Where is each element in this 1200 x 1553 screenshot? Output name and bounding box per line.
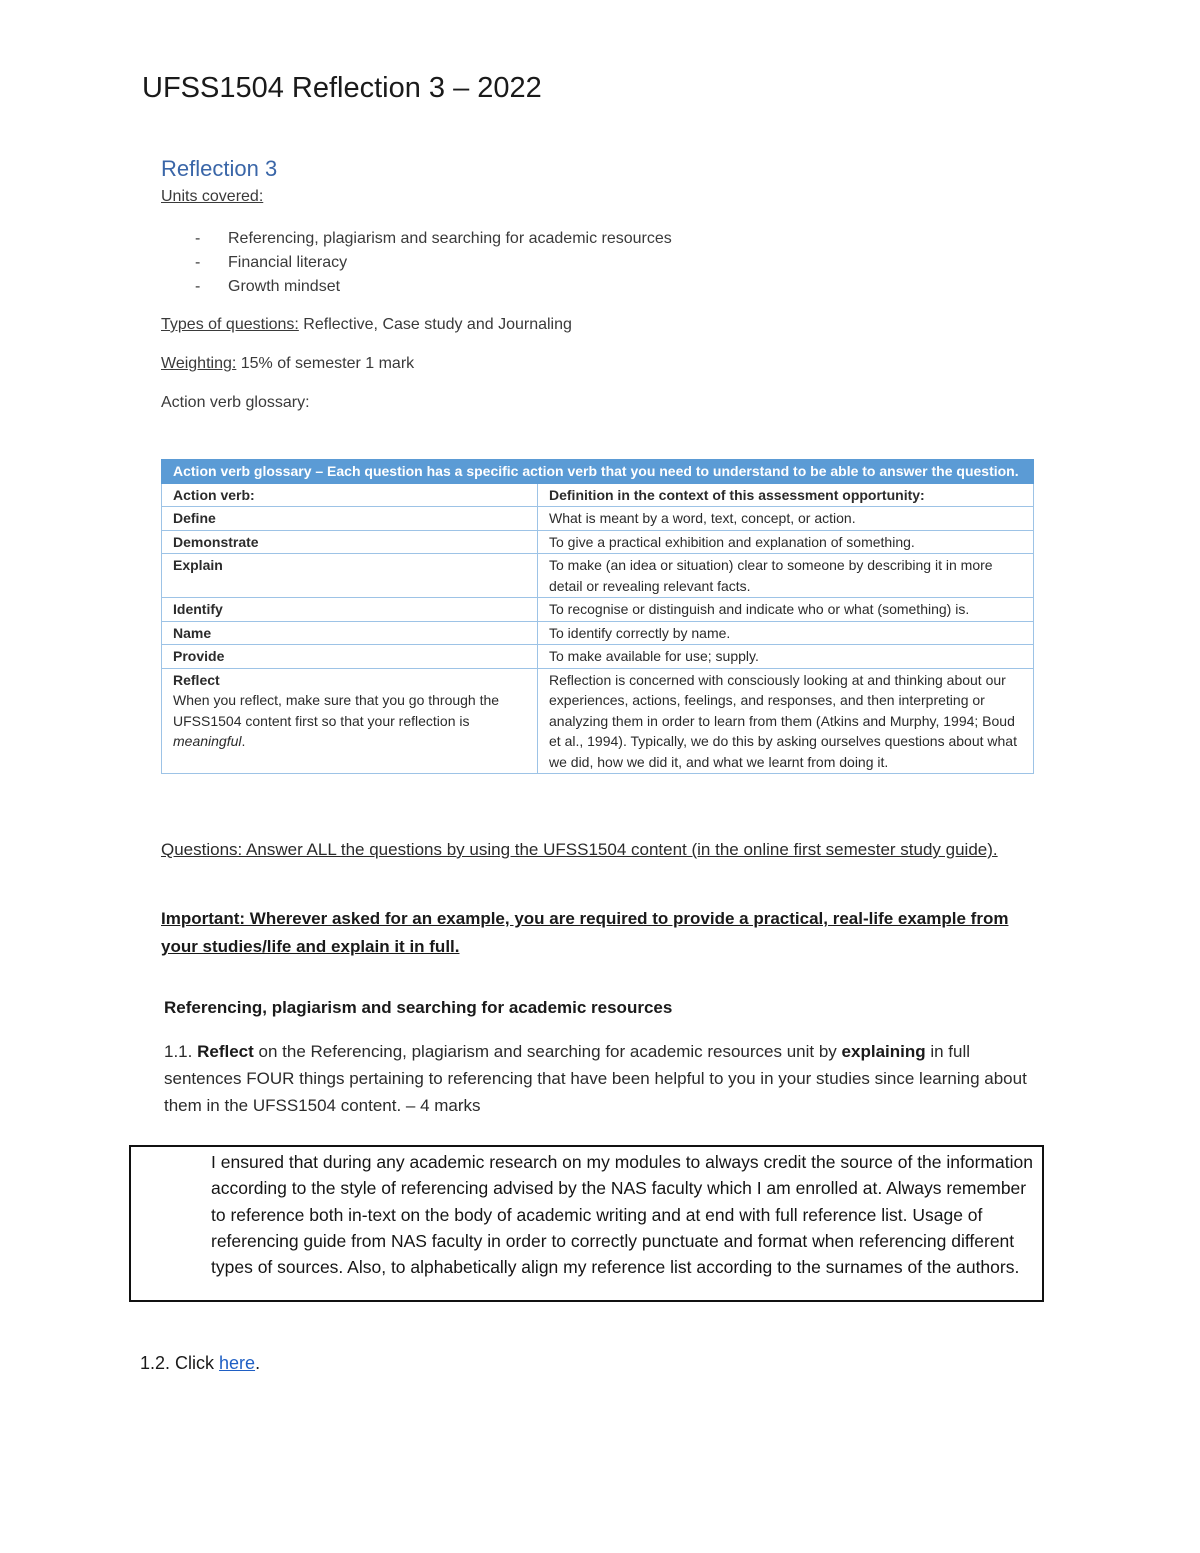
table-row bbox=[162, 621, 1034, 645]
reflect-note bbox=[173, 692, 499, 749]
unit-item: - Referencing, plagiarism and searching for academic resources bbox=[195, 228, 672, 252]
question-1-2-suffix: . bbox=[255, 1353, 261, 1373]
definition-cell: To make (an idea or situation) clear to someone by describing it in more detail or revealing relevant facts. bbox=[538, 554, 1034, 598]
reflect-verb: Reflect bbox=[173, 671, 220, 688]
units-list bbox=[195, 228, 672, 300]
question-verb: Reflect bbox=[197, 1042, 254, 1061]
column-header-definition: Definition in the context of this assessment opportunity: bbox=[538, 483, 1034, 507]
section-heading: Reflection 3 bbox=[161, 156, 278, 181]
verb-cell: Identify bbox=[162, 598, 538, 622]
verb-cell: Name bbox=[162, 621, 538, 645]
definition-cell-reflect: Reflection is concerned with consciously looking at and thinking about our experiences, actions, feelings, and responses, and then interpreting or analyzing them in order to learn from them (Atkins and Murphy, 1994; Boud et al., 1994). Typically, we do this by asking ourselves questions about what we did, how we did it, and what we learnt from doing it. bbox=[538, 668, 1034, 774]
verb-cell: Explain bbox=[162, 554, 538, 598]
action-verb-glossary-table bbox=[161, 459, 1034, 774]
unit-item: - Growth mindset bbox=[195, 276, 672, 300]
reflect-note-end: . bbox=[241, 733, 246, 749]
definition-cell: To identify correctly by name. bbox=[538, 621, 1034, 645]
glossary-label: Action verb glossary: bbox=[161, 394, 310, 411]
verb-cell-reflect bbox=[162, 668, 538, 774]
table-row bbox=[162, 598, 1034, 622]
question-1-2-prefix: 1.2. Click bbox=[140, 1353, 220, 1373]
subsection-heading: Referencing, plagiarism and searching for academic resources bbox=[164, 998, 673, 1017]
document-title: UFSS1504 Reflection 3 – 2022 bbox=[142, 72, 542, 104]
question-1-1 bbox=[164, 1038, 1034, 1119]
definition-cell: To give a practical exhibition and explanation of something. bbox=[538, 530, 1034, 554]
table-header-row bbox=[162, 460, 1034, 484]
question-types-line bbox=[161, 316, 572, 334]
table-row bbox=[162, 530, 1034, 554]
table-row bbox=[162, 507, 1034, 531]
table-column-header-row bbox=[162, 483, 1034, 507]
question-text-part1: on the Referencing, plagiarism and searching for academic resources unit by bbox=[253, 1042, 842, 1061]
weighting-value: 15% of semester 1 mark bbox=[236, 355, 415, 372]
reflect-note-emphasis: meaningful bbox=[173, 733, 242, 749]
question-1-2 bbox=[140, 1353, 260, 1374]
question-text-part2: in full sentences FOUR things pertaining to referencing that have been helpful to you in your studies since learning about them in the UFSS1504 content. – 4 marks bbox=[164, 1042, 1027, 1115]
weighting-line bbox=[161, 355, 414, 373]
units-covered-label: Units covered: bbox=[161, 188, 264, 205]
question-verb-2: explaining bbox=[841, 1042, 926, 1061]
table-row bbox=[162, 554, 1034, 598]
weighting-label: Weighting: bbox=[161, 355, 237, 372]
column-header-verb: Action verb: bbox=[162, 483, 538, 507]
important-note: Important: Wherever asked for an example, you are required to provide a practical, real-life example from your studies/life and explain it in full. bbox=[161, 909, 1009, 956]
definition-cell: What is meant by a word, text, concept, or action. bbox=[538, 507, 1034, 531]
table-row bbox=[162, 645, 1034, 669]
answer-text: I ensured that during any academic research on my modules to always credit the source of the information according to the style of referencing advised by the NAS faculty which I am enrolled at. Always remember to reference both in-text on the body of academic writing and at end with full reference list. Usage of referencing guide from NAS faculty in order to correctly punctuate and format when referencing different types of sources. Also, to alphabetically align my reference list according to the surnames of the authors. bbox=[211, 1152, 1033, 1278]
table-row-reflect bbox=[162, 668, 1034, 774]
table-header-cell: Action verb glossary – Each question has a specific action verb that you need to understand to be able to answer the question. bbox=[162, 460, 1034, 484]
question-types-value: Reflective, Case study and Journaling bbox=[298, 316, 572, 333]
here-link[interactable]: here bbox=[219, 1353, 256, 1373]
definition-cell: To recognise or distinguish and indicate who or what (something) is. bbox=[538, 598, 1034, 622]
definition-cell: To make available for use; supply. bbox=[538, 645, 1034, 669]
verb-cell: Provide bbox=[162, 645, 538, 669]
verb-cell: Define bbox=[162, 507, 538, 531]
question-number: 1.1. bbox=[164, 1042, 198, 1061]
question-types-label: Types of questions: bbox=[161, 316, 299, 333]
questions-instruction: Questions: Answer ALL the questions by using the UFSS1504 content (in the online first semester study guide). bbox=[161, 840, 998, 859]
verb-cell: Demonstrate bbox=[162, 530, 538, 554]
reflect-note-text: When you reflect, make sure that you go through the UFSS1504 content first so that your reflection is bbox=[173, 692, 500, 729]
unit-item: - Financial literacy bbox=[195, 252, 672, 276]
